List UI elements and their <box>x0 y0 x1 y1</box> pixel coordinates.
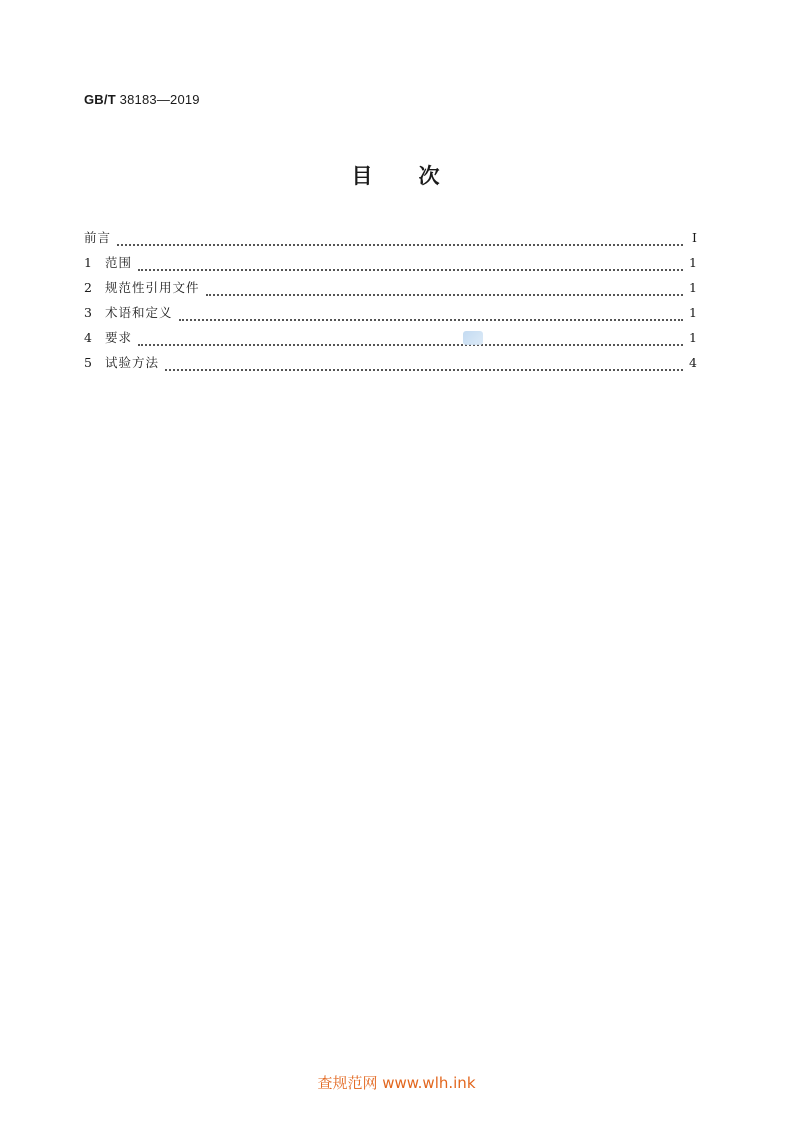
toc-entry-scope[interactable] <box>84 253 697 278</box>
toc-entry-page: Ⅰ <box>692 230 697 245</box>
table-of-contents <box>84 228 697 378</box>
watermark-logo-icon <box>463 331 483 345</box>
toc-entry-page: 1 <box>689 330 697 345</box>
toc-entry-index: 2 <box>84 280 92 295</box>
toc-leader-dots <box>179 307 683 321</box>
title-char-1: 目 <box>351 164 375 188</box>
toc-leader-dots <box>138 332 683 346</box>
toc-leader-dots <box>165 357 683 371</box>
toc-entry-test-methods[interactable] <box>84 353 697 378</box>
toc-leader-dots <box>117 232 683 246</box>
toc-entry-foreword[interactable] <box>84 228 697 253</box>
title-char-2: 次 <box>418 164 442 188</box>
toc-entry-label: 前言 <box>84 230 112 245</box>
toc-entry-label: 要求 <box>105 330 133 345</box>
toc-entry-label: 规范性引用文件 <box>105 280 200 295</box>
toc-entry-page: 1 <box>689 255 697 270</box>
toc-entry-terms-definitions[interactable] <box>84 303 697 328</box>
toc-leader-dots <box>138 257 683 271</box>
toc-entry-index: 4 <box>84 330 92 345</box>
toc-entry-label: 试验方法 <box>105 355 160 370</box>
footer-watermark[interactable]: 查规范网 www.wlh.ink <box>317 1074 476 1092</box>
standard-prefix: GB/T <box>84 92 116 107</box>
toc-entry-page: 1 <box>689 305 697 320</box>
toc-entry-index: 3 <box>84 305 92 320</box>
standard-number: 38183—2019 <box>119 92 200 107</box>
toc-entry-index: 1 <box>84 255 92 270</box>
toc-entry-requirements[interactable] <box>84 328 697 353</box>
page-title <box>0 160 793 190</box>
toc-entry-page: 1 <box>689 280 697 295</box>
toc-entry-label: 范围 <box>105 255 133 270</box>
toc-entry-page: 4 <box>689 355 697 370</box>
toc-leader-dots <box>206 282 683 296</box>
toc-entry-index: 5 <box>84 355 92 370</box>
toc-entry-label: 术语和定义 <box>105 305 173 320</box>
standard-code <box>84 92 200 107</box>
toc-entry-normative-references[interactable] <box>84 278 697 303</box>
